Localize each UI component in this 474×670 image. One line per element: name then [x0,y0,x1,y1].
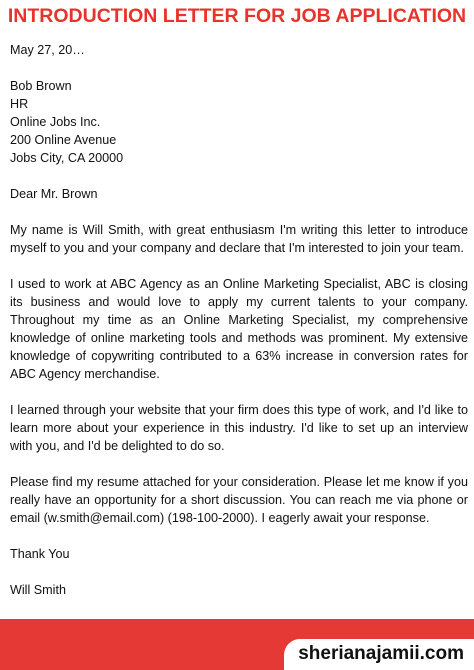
recipient-address [10,77,468,167]
recipient-city: Jobs City, CA 20000 [10,151,124,165]
recipient-department: HR [10,97,29,111]
salutation: Dear Mr. Brown [10,187,98,201]
page-title: INTRODUCTION LETTER FOR JOB APPLICATION [7,5,467,27]
signature: Will Smith [10,583,66,597]
paragraph-experience: I used to work at ABC Agency as an Online Marketing Specialist, ABC is closing its business and would love to apply my current talents to your company. Throughout my time as an Online Marketing Specialist, my comprehensive knowledge of online marketing tools and methods was prominent. My extensive knowledge of copywriting contributed to a 63% increase in conversion rates for ABC Agency merchandise. [10,277,468,381]
closing: Thank You [10,547,70,561]
letter-date: May 27, 20… [10,43,85,57]
recipient-company: Online Jobs Inc. [10,115,101,129]
paragraph-intro: My name is Will Smith, with great enthusiasm I'm writing this letter to introduce myself to you and your company and declare that I'm interested to join your team. [10,223,468,255]
site-watermark: sherianajamii.com [298,643,464,664]
letter-body [10,41,468,617]
recipient-street: 200 Online Avenue [10,133,117,147]
recipient-name: Bob Brown [10,79,72,93]
paragraph-interest: I learned through your website that your firm does this type of work, and I'd like to learn more about your experience in this industry. I'd like to set up an interview with you, and I'd be delighted to do so. [10,403,468,453]
footer-tab [284,639,474,670]
footer-banner [0,619,474,670]
paragraph-resume: Please find my resume attached for your consideration. Please let me know if you really have an opportunity for a short discussion. You can reach me via phone or email (w.smith@email.com) (198-100-2000). I eagerly await your response. [10,475,468,525]
